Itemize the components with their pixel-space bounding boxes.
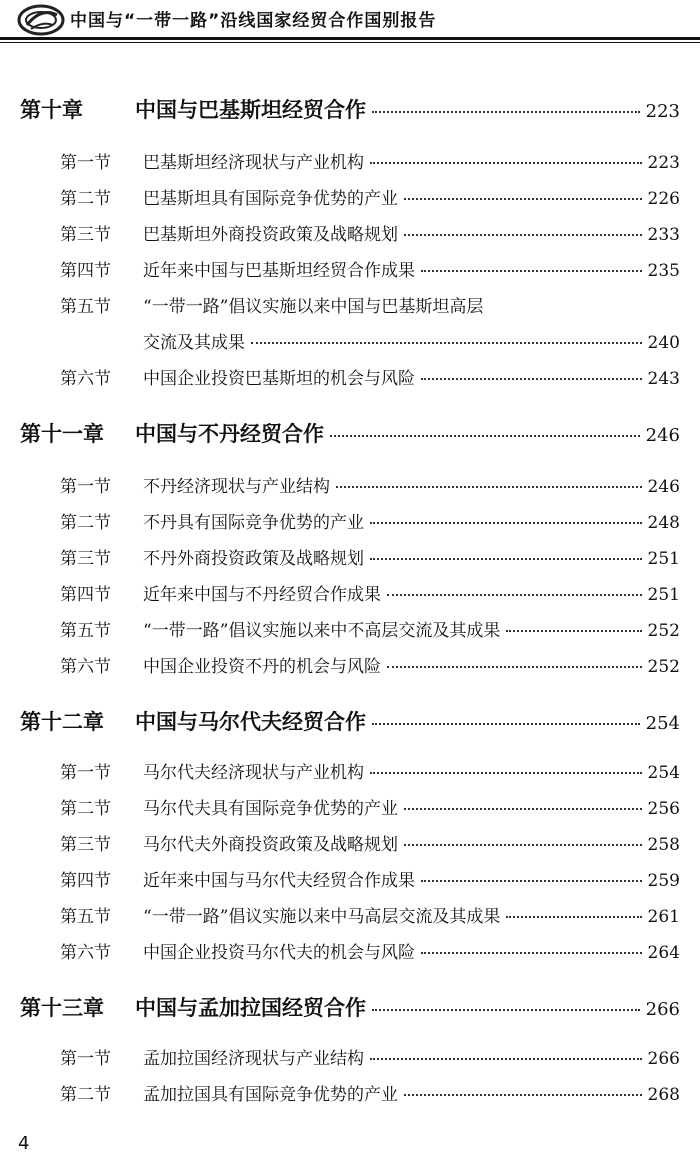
toc-section-entry: [60, 508, 680, 533]
toc-section-entry: [60, 292, 680, 317]
toc-dot-leader: [421, 269, 642, 272]
toc-page-number: 248: [647, 513, 680, 533]
toc-entry-title: 不丹具有国际竞争优势的产业: [143, 513, 364, 533]
toc-page-number: 226: [647, 189, 680, 209]
toc-entry-title: “一带一路”倡议实施以来中国与巴基斯坦高层: [143, 297, 484, 317]
toc-dot-leader: [421, 951, 642, 954]
toc-entry-title: 中国企业投资不丹的机会与风险: [143, 657, 381, 677]
toc-entry-title: 马尔代夫具有国际竞争优势的产业: [143, 799, 398, 819]
toc-entry-title: 巴基斯坦具有国际竞争优势的产业: [143, 189, 398, 209]
toc-page-number: 259: [647, 871, 680, 891]
toc-section-entry: [60, 652, 680, 677]
toc-page-number: 223: [645, 101, 680, 122]
toc-entry-number: 第六节: [60, 657, 111, 677]
toc-entry-number: 第一节: [60, 1049, 111, 1069]
toc-section-entry: [60, 544, 680, 569]
toc-entry-number: 第二节: [60, 189, 111, 209]
toc-entry-number: 第二节: [60, 513, 111, 533]
toc-dot-leader: [372, 1008, 640, 1011]
toc-entry-number: 第二节: [60, 1085, 111, 1105]
toc-entry-number: 第三节: [60, 225, 111, 245]
toc-entry-number: 第三节: [60, 835, 111, 855]
toc-page-number: 223: [647, 153, 680, 173]
toc-dot-leader: [506, 915, 641, 918]
toc-entry-title: 交流及其成果: [143, 333, 245, 353]
toc-page-number: 252: [647, 621, 680, 641]
toc-dot-leader: [336, 485, 642, 488]
toc-page-number: 246: [647, 477, 680, 497]
toc-chapter-entry: [20, 94, 680, 124]
toc-section-entry: [60, 830, 680, 855]
toc-entry-title: 孟加拉国经济现状与产业结构: [143, 1049, 364, 1069]
toc-entry-title: 近年来中国与巴基斯坦经贸合作成果: [143, 261, 415, 281]
toc-page-number: 252: [647, 657, 680, 677]
toc-entry-title: 近年来中国与不丹经贸合作成果: [143, 585, 381, 605]
toc-entry-title: 不丹外商投资政策及战略规划: [143, 549, 364, 569]
toc-chapter-entry: [20, 418, 680, 448]
toc-section-entry: [60, 1044, 680, 1069]
toc-page-number: 233: [647, 225, 680, 245]
toc-page-number: 264: [647, 943, 680, 963]
toc-section-entry: [60, 364, 680, 389]
toc-dot-leader: [372, 722, 640, 725]
toc-dot-leader: [404, 233, 642, 236]
toc-entry-number: 第十三章: [20, 995, 104, 1020]
toc-dot-leader: [370, 1057, 642, 1060]
toc-page-number: 251: [647, 549, 680, 569]
toc-dot-leader: [404, 1093, 642, 1096]
toc-entry-number: 第十一章: [20, 421, 104, 446]
toc-entry-number: 第三节: [60, 549, 111, 569]
toc-entry-title: 中国企业投资马尔代夫的机会与风险: [143, 943, 415, 963]
header-rule-thick: [0, 37, 700, 40]
toc-section-entry: [60, 580, 680, 605]
toc-section-entry: [60, 184, 680, 209]
toc-section-entry: [60, 616, 680, 641]
toc-dot-leader: [404, 197, 642, 200]
page-number: 4: [18, 1133, 30, 1154]
toc-page-number: 235: [647, 261, 680, 281]
toc-dot-leader: [404, 807, 642, 810]
toc-page-number: 266: [647, 1049, 680, 1069]
toc-entry-title: “一带一路”倡议实施以来中不高层交流及其成果: [143, 621, 501, 641]
toc-dot-leader: [370, 521, 642, 524]
toc-entry-title: 中国与马尔代夫经贸合作: [135, 709, 366, 734]
toc-entry-title: 巴基斯坦外商投资政策及战略规划: [143, 225, 398, 245]
toc-entry-title: 孟加拉国具有国际竞争优势的产业: [143, 1085, 398, 1105]
toc-dot-leader: [370, 161, 642, 164]
toc-chapter-entry: [20, 706, 680, 736]
toc-chapter-entry: [20, 992, 680, 1022]
toc-dot-leader: [372, 110, 640, 113]
toc-entry-title: 马尔代夫外商投资政策及战略规划: [143, 835, 398, 855]
toc-entry-title: “一带一路”倡议实施以来中马高层交流及其成果: [143, 907, 501, 927]
toc-page-number: 268: [647, 1085, 680, 1105]
toc-page-number: 240: [647, 333, 680, 353]
toc-page-number: 251: [647, 585, 680, 605]
toc-dot-leader: [387, 593, 642, 596]
toc-section-entry: [60, 1080, 680, 1105]
toc-entry-number: 第五节: [60, 297, 111, 317]
toc-page-number: 254: [645, 713, 680, 734]
toc-section-entry: [60, 758, 680, 783]
toc-entry-title: 中国与巴基斯坦经贸合作: [135, 97, 366, 122]
toc-entry-title: 不丹经济现状与产业结构: [143, 477, 330, 497]
toc-section-entry: [60, 902, 680, 927]
toc-entry-title: 马尔代夫经济现状与产业机构: [143, 763, 364, 783]
toc-dot-leader: [370, 771, 642, 774]
toc-entry-number: 第一节: [60, 477, 111, 497]
toc-dot-leader: [404, 843, 642, 846]
toc-section-entry: [60, 148, 680, 173]
toc-dot-leader: [251, 341, 642, 344]
toc-entry-number: 第六节: [60, 369, 111, 389]
toc-page-number: 243: [647, 369, 680, 389]
toc-section-entry: [60, 794, 680, 819]
toc-dot-leader: [421, 879, 642, 882]
toc-entry-number: 第二节: [60, 799, 111, 819]
toc-dot-leader: [370, 557, 642, 560]
toc-dot-leader: [330, 434, 640, 437]
toc-entry-title: 中国与不丹经贸合作: [135, 421, 324, 446]
publisher-logo-icon: [17, 3, 65, 37]
page-header: [0, 0, 700, 44]
toc-page-number: 258: [647, 835, 680, 855]
toc-entry-number: 第十章: [20, 97, 83, 122]
running-head: 中国与“一带一路”沿线国家经贸合作国别报告: [70, 11, 437, 31]
toc-page-number: 246: [645, 425, 680, 446]
toc-entry-number: 第十二章: [20, 709, 104, 734]
header-rule-thin: [0, 42, 700, 43]
toc-page-number: 256: [647, 799, 680, 819]
toc-entry-number: 第一节: [60, 153, 111, 173]
toc-entry-title: 巴基斯坦经济现状与产业机构: [143, 153, 364, 173]
toc-entry-number: 第五节: [60, 907, 111, 927]
toc-dot-leader: [387, 665, 642, 668]
toc-dot-leader: [506, 629, 641, 632]
toc-section-entry: [60, 220, 680, 245]
toc-entry-number: 第六节: [60, 943, 111, 963]
toc-section-entry: [60, 256, 680, 281]
toc-page-number: 254: [647, 763, 680, 783]
toc-entry-number: 第五节: [60, 621, 111, 641]
toc-section-entry: [143, 328, 680, 353]
toc-entry-number: 第四节: [60, 261, 111, 281]
toc-dot-leader: [421, 377, 642, 380]
toc-entry-number: 第四节: [60, 871, 111, 891]
toc-entry-title: 中国企业投资巴基斯坦的机会与风险: [143, 369, 415, 389]
toc-section-entry: [60, 938, 680, 963]
toc-entry-number: 第四节: [60, 585, 111, 605]
toc-page-number: 266: [645, 999, 680, 1020]
toc-page-number: 261: [647, 907, 680, 927]
toc-entry-number: 第一节: [60, 763, 111, 783]
toc-entry-title: 近年来中国与马尔代夫经贸合作成果: [143, 871, 415, 891]
toc-section-entry: [60, 866, 680, 891]
toc-section-entry: [60, 472, 680, 497]
toc-entry-title: 中国与孟加拉国经贸合作: [135, 995, 366, 1020]
